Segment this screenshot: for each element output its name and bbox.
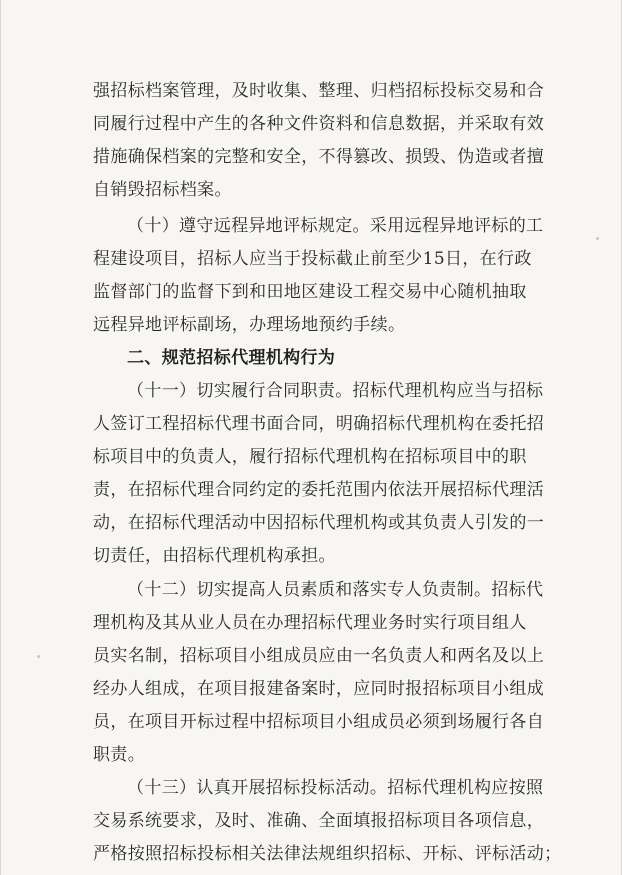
scan-speck [37, 655, 40, 658]
text-line: 同履行过程中产生的各种文件资料和信息数据，并采取有效 [93, 114, 545, 134]
text-line: 员实名制，招标项目小组成员应由一名负责人和两名及以上 [93, 646, 545, 666]
text-line: 交易系统要求，及时、准确、全面填报招标项目各项信息， [93, 811, 545, 831]
text-line: 经办人组成，在项目报建备案时，应同时报招标项目小组成 [93, 679, 545, 699]
text-line: 程建设项目，招标人应当于投标截止前至少15日，在行政 [93, 249, 532, 269]
text-line: 自销毁招标档案。 [93, 180, 232, 200]
text-line: 动，在招标代理活动中因招标代理机构或其负责人引发的一 [93, 513, 545, 533]
text-line: （十二）切实提高人员素质和落实专人负责制。招标代 [127, 580, 544, 600]
text-line: 监督部门的监督下到和田地区建设工程交易中心随机抽取 [93, 282, 527, 302]
text-line: 员，在项目开标过程中招标项目小组成员必须到场履行各自 [93, 712, 545, 732]
text-line: 责，在招标代理合同约定的委托范围内依法开展招标代理活 [93, 480, 545, 500]
text-line: 强招标档案管理，及时收集、整理、归档招标投标交易和合 [93, 81, 545, 101]
section-heading: 二、规范招标代理机构行为 [127, 348, 336, 368]
text-line: 理机构及其从业人员在办理招标代理业务时实行项目组人 [93, 613, 527, 633]
text-line: 远程异地评标副场，办理场地预约手续。 [93, 315, 406, 335]
text-line: 措施确保档案的完整和安全，不得篡改、损毁、伪造或者擅 [93, 147, 545, 167]
text-line: （十）遵守远程异地评标规定。采用远程异地评标的工 [127, 216, 544, 236]
scan-speck [596, 237, 599, 240]
text-line: 严格按照招标投标相关法律法规组织招标、开标、评标活动； [93, 844, 562, 864]
text-line: 人签订工程招标代理书面合同，明确招标代理机构在委托招 [93, 414, 545, 434]
text-line: 标项目中的负责人，履行招标代理机构在招标项目中的职 [93, 447, 527, 467]
text-line: 切责任，由招标代理机构承担。 [93, 546, 336, 566]
text-line: （十一）切实履行合同职责。招标代理机构应当与招标 [127, 381, 544, 401]
text-line: （十三）认真开展招标投标活动。招标代理机构应按照 [127, 778, 544, 798]
text-line: 职责。 [93, 745, 146, 765]
